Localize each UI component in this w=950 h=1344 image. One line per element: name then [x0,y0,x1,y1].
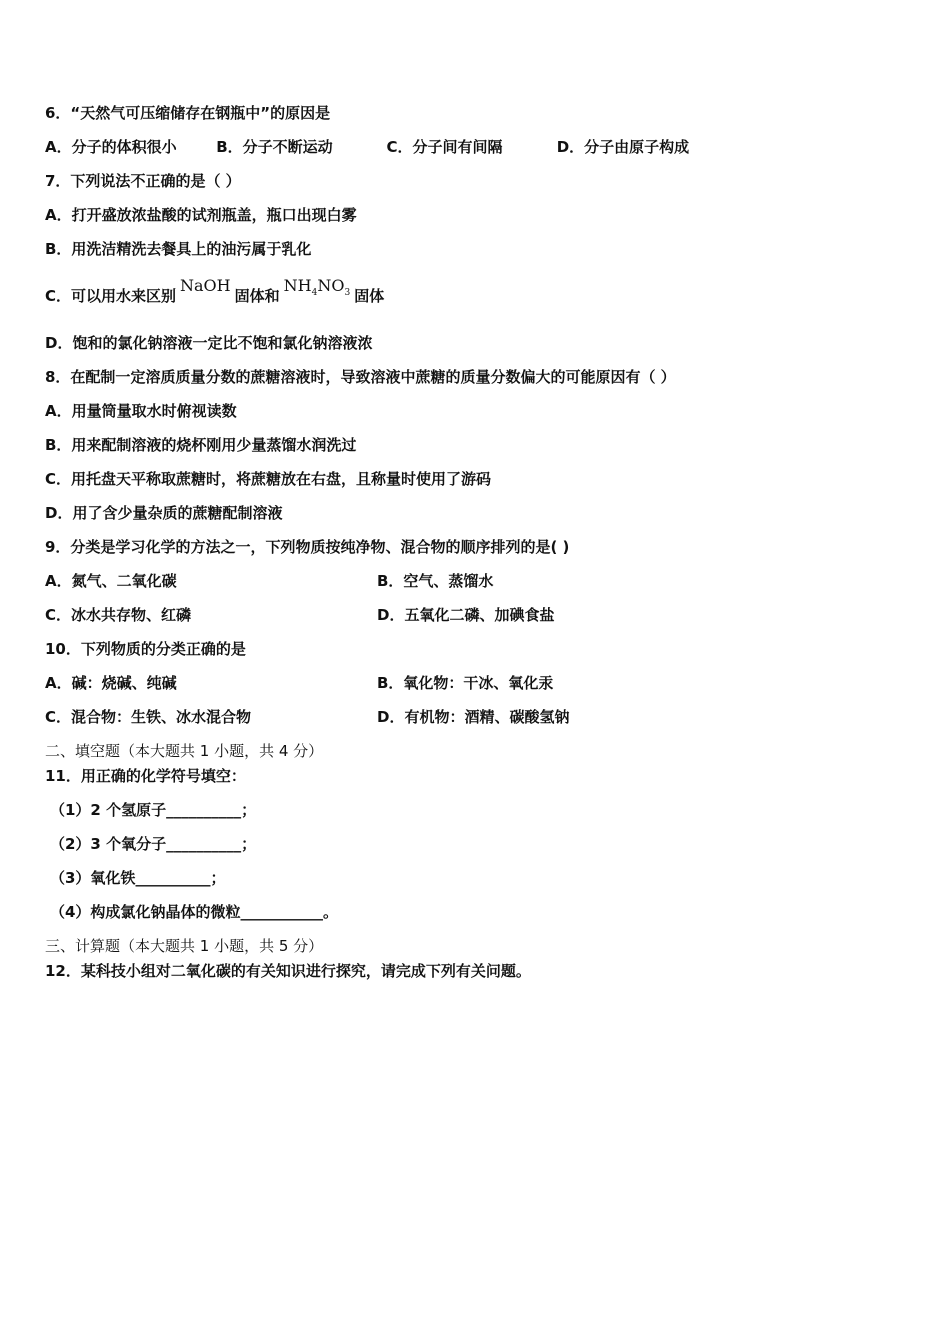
q6-option-b: B．分子不断运动 [216,138,333,156]
q8-option-a: A．用量筒量取水时俯视读数 [45,402,237,420]
q11-item-1: （1）2 个氢原子__________； [50,801,257,819]
q9-option-b: B．空气、蒸馏水 [377,572,494,590]
q7-option-c-prefix: C．可以用水来区别 [45,287,177,305]
q9-option-a: A．氮气、二氧化碳 [45,572,177,590]
q11-stem: 11．用正确的化学符号填空： [45,767,246,785]
q12-stem: 12．某科技小组对二氧化碳的有关知识进行探究，请完成下列有关问题。 [45,962,531,980]
q8-option-b: B．用来配制溶液的烧杯刚用少量蒸馏水润洗过 [45,436,357,454]
q10-option-d: D．有机物：酒精、碳酸氢钠 [377,708,570,726]
q7-option-d: D．饱和的氯化钠溶液一定比不饱和氯化钠溶液浓 [45,334,373,352]
q8-option-c: C．用托盘天平称取蔗糖时，将蔗糖放在右盘，且称量时使用了游码 [45,470,492,488]
q6-option-a: A．分子的体积很小 [45,138,177,156]
q11-item-2: （2）3 个氧分子__________； [50,835,257,853]
q7-stem: 7．下列说法不正确的是（ ） [45,172,241,190]
q6-stem: 6．“天然气可压缩储存在钢瓶中”的原因是 [45,104,331,122]
q9-option-c: C．冰水共存物、红磷 [45,606,192,624]
q8-stem: 8．在配制一定溶质质量分数的蔗糖溶液时，导致溶液中蔗糖的质量分数偏大的可能原因有（ ） [45,368,676,386]
q7-option-c-suffix: 固体 [354,287,385,305]
naoh-formula: NaOH [180,276,231,295]
q7-option-c-middle: 固体和 [234,287,280,305]
q11-item-4: （4）构成氯化钠晶体的微粒___________。 [50,903,338,921]
q9-option-d: D．五氧化二磷、加碘食盐 [377,606,555,624]
q11-item-3: （3）氧化铁__________； [50,869,226,887]
section-2-heading: 二、填空题（本大题共 1 小题，共 4 分） [45,742,324,760]
q8-option-d: D．用了含少量杂质的蔗糖配制溶液 [45,504,283,522]
q10-option-c: C．混合物：生铁、冰水混合物 [45,708,252,726]
q6-options [45,137,689,157]
q7-option-a: A．打开盛放浓盐酸的试剂瓶盖，瓶口出现白雾 [45,206,357,224]
q7-option-b: B．用洗洁精洗去餐具上的油污属于乳化 [45,240,312,258]
nh4no3-formula: $NH_4NO_3$ [283,276,351,299]
q6-option-d: D．分子由原子构成 [556,138,690,156]
q10-option-a: A．碱：烧碱、纯碱 [45,674,177,692]
q6-option-c: C．分子间有间隔 [386,138,503,156]
section-3-heading: 三、计算题（本大题共 1 小题，共 5 分） [45,937,324,955]
q10-stem: 10．下列物质的分类正确的是 [45,640,246,658]
q10-option-b: B．氧化物：干冰、氧化汞 [377,674,554,692]
q7-option-c [45,276,385,313]
q9-stem: 9．分类是学习化学的方法之一，下列物质按纯净物、混合物的顺序排列的是( ) [45,538,570,556]
